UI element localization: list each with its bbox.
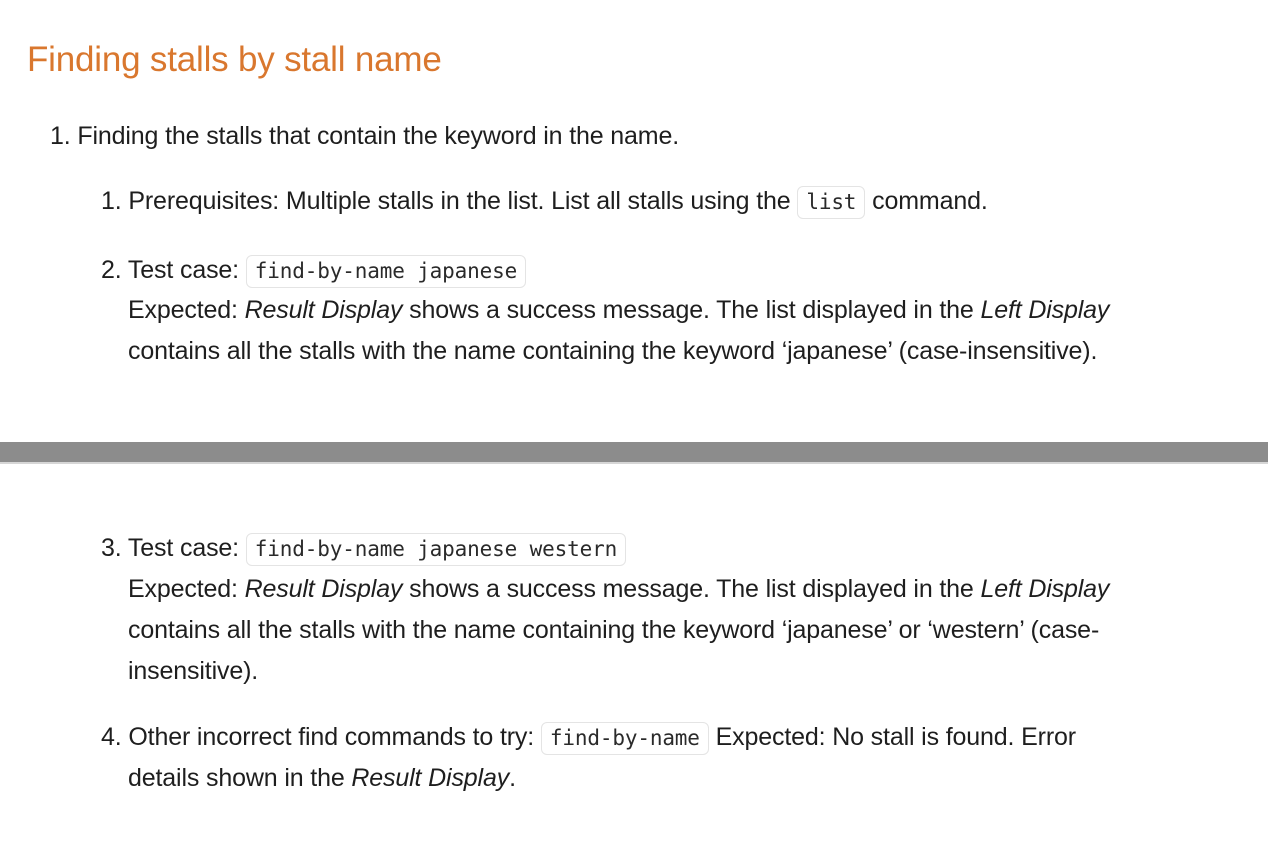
result-display-term: Result Display bbox=[351, 764, 510, 792]
incorrect-commands-text: Other incorrect find commands to try: bbox=[128, 723, 535, 751]
expected-line bbox=[128, 290, 1109, 330]
expected-text: Expected: No stall is found. Error bbox=[715, 723, 1076, 751]
expected-label: Expected: bbox=[128, 575, 238, 603]
details-text: details shown in the bbox=[128, 764, 345, 792]
sub-item-incorrect-commands bbox=[101, 717, 1076, 758]
expected-label: Expected: bbox=[128, 296, 238, 324]
list-item-text: Finding the stalls that contain the keyword in the name. bbox=[77, 122, 680, 150]
list-number: 1. bbox=[101, 187, 122, 215]
test-case-label: Test case: bbox=[127, 534, 239, 562]
left-display-term: Left Display bbox=[980, 296, 1110, 324]
expected-line-2: contains all the stalls with the name containing the keyword ‘japanese’ or ‘western’ (case- bbox=[128, 616, 1100, 644]
sub-item-test-case-2 bbox=[101, 528, 626, 569]
list-item-1 bbox=[50, 116, 679, 156]
code-find-command: find-by-name japanese western bbox=[246, 533, 626, 566]
code-find-command: find-by-name bbox=[541, 722, 709, 755]
expected-line-3: insensitive). bbox=[128, 657, 259, 685]
list-number: 3. bbox=[101, 534, 122, 562]
page-break-divider bbox=[0, 442, 1268, 464]
test-case-label: Test case: bbox=[127, 256, 239, 284]
expected-text: shows a success message. The list displayed in the bbox=[409, 296, 974, 324]
period: . bbox=[509, 764, 516, 792]
sub-item-prerequisites bbox=[101, 181, 988, 222]
left-display-term: Left Display bbox=[980, 575, 1110, 603]
expected-line-2 bbox=[128, 758, 516, 798]
list-number: 1. bbox=[50, 122, 71, 150]
prerequisites-suffix: command. bbox=[872, 187, 988, 215]
result-display-term: Result Display bbox=[244, 296, 403, 324]
expected-text: shows a success message. The list displayed in the bbox=[409, 575, 974, 603]
expected-line-2: contains all the stalls with the name containing the keyword ‘japanese’ (case-insensitive). bbox=[128, 337, 1098, 365]
page-title: Finding stalls by stall name bbox=[27, 40, 442, 79]
list-number: 2. bbox=[101, 256, 122, 284]
expected-line bbox=[128, 569, 1109, 609]
list-number: 4. bbox=[101, 723, 122, 751]
prerequisites-text: Prerequisites: Multiple stalls in the list. List all stalls using the bbox=[128, 187, 791, 215]
result-display-term: Result Display bbox=[244, 575, 403, 603]
sub-item-test-case-1 bbox=[101, 250, 526, 291]
code-list-command: list bbox=[797, 186, 865, 219]
code-find-command: find-by-name japanese bbox=[246, 255, 526, 288]
